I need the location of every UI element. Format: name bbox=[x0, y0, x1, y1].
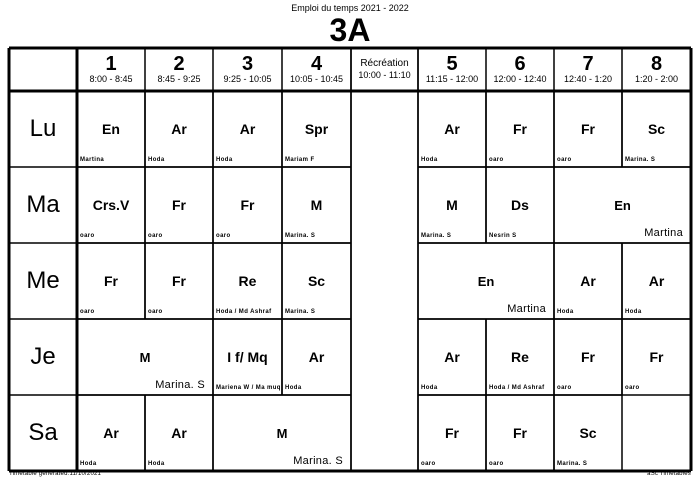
period-header-2 bbox=[145, 48, 213, 91]
lesson-teacher: Marina. S bbox=[155, 379, 205, 391]
lesson-teacher: oaro bbox=[557, 157, 572, 163]
lesson-cell[interactable] bbox=[418, 319, 486, 395]
period-header-7 bbox=[554, 48, 622, 91]
lesson-subject: Fr bbox=[172, 197, 186, 213]
lesson-subject: Ar bbox=[444, 121, 460, 137]
lesson-cell[interactable] bbox=[554, 395, 622, 471]
lesson-teacher: oaro bbox=[489, 461, 504, 467]
period-time: 8:00 - 8:45 bbox=[89, 74, 133, 84]
lesson-cell[interactable] bbox=[282, 167, 351, 243]
period-time: 10:00 - 11:10 bbox=[358, 70, 411, 80]
lesson-cell[interactable] bbox=[145, 91, 213, 167]
lesson-teacher: Marina. S bbox=[293, 455, 343, 467]
lesson-subject: Fr bbox=[445, 425, 459, 441]
lesson-teacher: Hoda / Md Ashraf bbox=[489, 385, 545, 391]
lesson-cell[interactable] bbox=[486, 395, 554, 471]
period-time: 11:15 - 12:00 bbox=[425, 74, 479, 84]
lesson-teacher: Martina bbox=[507, 303, 546, 315]
lesson-subject: Ar bbox=[103, 425, 119, 441]
lesson-cell[interactable] bbox=[486, 167, 554, 243]
lesson-subject: Ar bbox=[444, 349, 460, 365]
period-number: 5 bbox=[446, 53, 458, 75]
lesson-teacher: Hoda bbox=[148, 157, 165, 163]
lesson-teacher: Hoda bbox=[421, 157, 438, 163]
recess-header bbox=[351, 48, 418, 91]
lesson-teacher: Hoda bbox=[80, 461, 97, 467]
lesson-teacher: Mariena W / Ma muq bbox=[216, 385, 281, 391]
day-label-je: Je bbox=[30, 343, 56, 370]
lesson-cell[interactable] bbox=[554, 319, 622, 395]
lesson-subject: Ar bbox=[308, 349, 325, 365]
period-header-5 bbox=[418, 48, 486, 91]
lesson-teacher: Marina. S bbox=[285, 233, 316, 239]
lesson-cell[interactable] bbox=[418, 91, 486, 167]
lesson-teacher: Nesrin S bbox=[489, 233, 517, 239]
lesson-teacher: oaro bbox=[557, 385, 572, 391]
period-header-4 bbox=[282, 48, 351, 91]
lesson-cell[interactable] bbox=[77, 395, 145, 471]
period-header-3 bbox=[213, 48, 282, 91]
period-time: 12:00 - 12:40 bbox=[493, 74, 547, 84]
lesson-cell[interactable] bbox=[213, 319, 282, 395]
lesson-subject: Ar bbox=[171, 121, 187, 137]
period-header-1 bbox=[77, 48, 145, 91]
lesson-cell[interactable] bbox=[418, 395, 486, 471]
lesson-cell[interactable] bbox=[77, 91, 145, 167]
lesson-subject: En bbox=[477, 273, 495, 289]
lesson-subject: Ar bbox=[171, 425, 187, 441]
lesson-cell[interactable] bbox=[213, 91, 282, 167]
lesson-teacher: oaro bbox=[80, 233, 95, 239]
lesson-teacher: Hoda bbox=[148, 461, 165, 467]
lesson-subject: M bbox=[310, 197, 323, 213]
lesson-teacher: Martina bbox=[644, 227, 683, 239]
lesson-teacher: Hoda bbox=[421, 385, 438, 391]
lesson-cell[interactable] bbox=[486, 319, 554, 395]
lesson-subject: Sc bbox=[307, 273, 326, 289]
lesson-subject: Fr bbox=[581, 121, 595, 137]
lesson-cell[interactable] bbox=[282, 319, 351, 395]
generated-date: Timetable generated:11/10/2021 bbox=[9, 471, 102, 477]
lesson-teacher: oaro bbox=[148, 309, 163, 315]
lesson-cell[interactable] bbox=[554, 167, 691, 243]
lesson-subject: Re bbox=[511, 349, 529, 365]
lesson-cell[interactable] bbox=[554, 243, 622, 319]
period-time: 10:05 - 10:45 bbox=[289, 74, 344, 84]
lesson-teacher: Marina. S bbox=[557, 461, 588, 467]
class-title: 3A bbox=[329, 12, 371, 48]
lesson-cell[interactable] bbox=[77, 167, 145, 243]
lesson-teacher: Mariam F bbox=[285, 157, 315, 163]
lesson-subject: Spr bbox=[304, 121, 329, 137]
period-number: 1 bbox=[105, 53, 117, 75]
lesson-cell[interactable] bbox=[77, 243, 145, 319]
period-number: 8 bbox=[650, 53, 663, 75]
period-time: 8:45 - 9:25 bbox=[157, 74, 201, 84]
lesson-subject: Fr bbox=[513, 121, 527, 137]
recess-label: Récréation bbox=[360, 58, 409, 69]
lesson-subject: Sc bbox=[579, 425, 597, 441]
lesson-subject: Crs.V bbox=[92, 197, 130, 213]
lesson-cell[interactable] bbox=[486, 91, 554, 167]
period-header-6 bbox=[486, 48, 554, 91]
period-number: 7 bbox=[582, 53, 594, 75]
period-number: 6 bbox=[514, 53, 526, 75]
period-header-8 bbox=[622, 48, 691, 91]
lesson-teacher: oaro bbox=[489, 157, 504, 163]
lesson-teacher: Hoda / Md Ashraf bbox=[216, 309, 272, 315]
period-time: 1:20 - 2:00 bbox=[634, 74, 679, 84]
lesson-subject: Ar bbox=[648, 273, 665, 289]
lesson-cell[interactable] bbox=[213, 167, 282, 243]
day-label-me: Me bbox=[26, 267, 60, 294]
lesson-cell[interactable] bbox=[282, 91, 351, 167]
lesson-cell[interactable] bbox=[554, 91, 622, 167]
lesson-cell[interactable] bbox=[145, 167, 213, 243]
day-label-sa: Sa bbox=[28, 419, 58, 446]
lesson-cell[interactable] bbox=[213, 243, 282, 319]
lesson-subject: En bbox=[102, 121, 120, 137]
lesson-subject: Fr bbox=[581, 349, 595, 365]
lesson-cell[interactable] bbox=[77, 319, 213, 395]
lesson-subject: Ds bbox=[511, 197, 529, 213]
lesson-cell[interactable] bbox=[145, 395, 213, 471]
lesson-subject: M bbox=[446, 197, 458, 213]
software-credit: aSc Timetables bbox=[647, 471, 691, 477]
lesson-teacher: Marina. S bbox=[625, 157, 656, 163]
lesson-cell[interactable] bbox=[622, 319, 691, 395]
day-label-lu: Lu bbox=[29, 115, 57, 142]
lesson-subject: Fr bbox=[172, 273, 186, 289]
lesson-subject: Ar bbox=[580, 273, 596, 289]
period-number: 2 bbox=[173, 53, 185, 75]
lesson-teacher: oaro bbox=[216, 233, 231, 239]
lesson-subject: M bbox=[139, 349, 151, 365]
lesson-subject: Sc bbox=[647, 121, 666, 137]
lesson-teacher: oaro bbox=[625, 385, 640, 391]
lesson-subject: I f/ Mq bbox=[227, 349, 268, 365]
lesson-teacher: Hoda bbox=[216, 157, 233, 163]
lesson-teacher: oaro bbox=[80, 309, 95, 315]
period-time: 12:40 - 1:20 bbox=[563, 74, 613, 84]
lesson-cell[interactable] bbox=[622, 91, 691, 167]
lesson-cell[interactable] bbox=[145, 243, 213, 319]
lesson-subject: Ar bbox=[239, 121, 256, 137]
lesson-teacher: oaro bbox=[148, 233, 163, 239]
lesson-cell[interactable] bbox=[418, 167, 486, 243]
lesson-teacher: oaro bbox=[421, 461, 436, 467]
lesson-cell[interactable] bbox=[282, 243, 351, 319]
lesson-subject: Fr bbox=[240, 197, 255, 213]
lesson-teacher: Martina bbox=[80, 157, 105, 163]
lesson-teacher: Marina. S bbox=[285, 309, 316, 315]
timetable-subtitle: Emploi du temps 2021 - 2022 bbox=[291, 3, 409, 13]
lesson-cell[interactable] bbox=[622, 243, 691, 319]
period-number: 4 bbox=[310, 53, 323, 75]
lesson-teacher: Marina. S bbox=[421, 233, 452, 239]
lesson-teacher: Hoda bbox=[557, 309, 574, 315]
lesson-subject: Fr bbox=[513, 425, 527, 441]
lesson-subject: Fr bbox=[104, 273, 118, 289]
lesson-cell[interactable] bbox=[418, 243, 554, 319]
period-time: 9:25 - 10:05 bbox=[223, 74, 272, 84]
lesson-subject: Re bbox=[238, 273, 257, 289]
day-label-ma: Ma bbox=[26, 191, 60, 218]
lesson-subject: En bbox=[614, 197, 631, 213]
period-number: 3 bbox=[241, 53, 254, 75]
lesson-cell[interactable] bbox=[213, 395, 351, 471]
lesson-subject: M bbox=[276, 425, 288, 441]
lesson-subject: Fr bbox=[649, 349, 664, 365]
lesson-teacher: Hoda bbox=[625, 309, 642, 315]
lesson-teacher: Hoda bbox=[285, 385, 302, 391]
